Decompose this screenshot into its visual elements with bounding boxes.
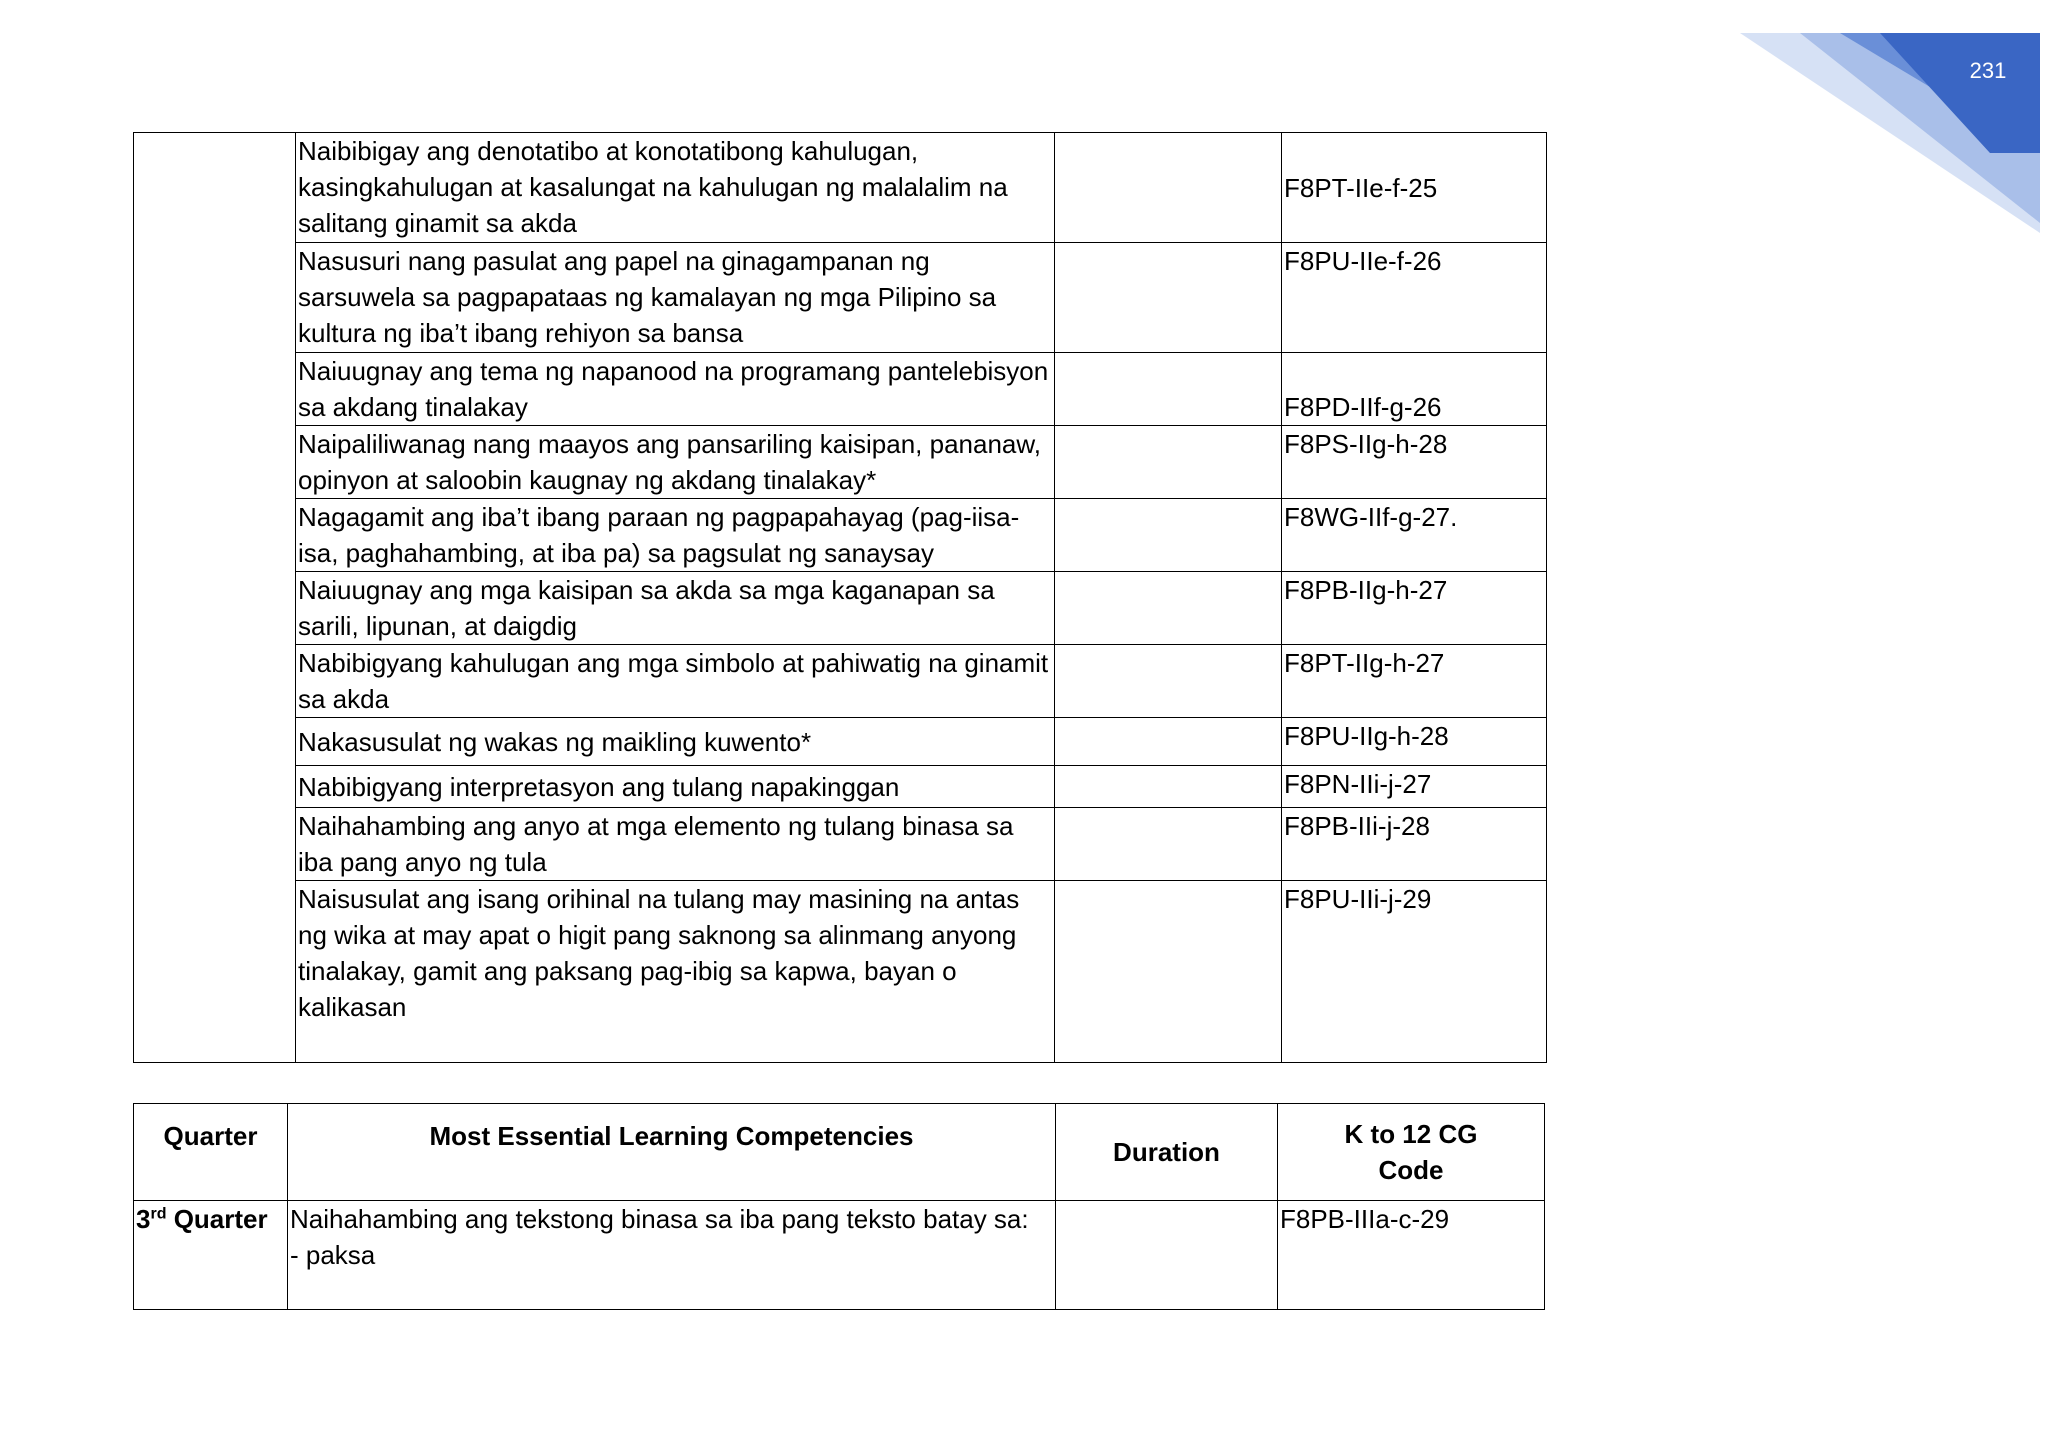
code-cell: F8PB-IIg-h-27 bbox=[1282, 572, 1547, 645]
code-cell: F8PT-IIg-h-27 bbox=[1282, 645, 1547, 718]
duration-cell bbox=[1055, 499, 1282, 572]
duration-cell bbox=[1056, 1201, 1278, 1310]
header-competencies: Most Essential Learning Competencies bbox=[288, 1104, 1056, 1201]
competency-cell: Nagagamit ang iba’t ibang paraan ng pagpapahayag (pag-iisa-isa, paghahambing, at iba pa) sa pagsulat ng sanaysay bbox=[296, 499, 1055, 572]
header-code: K to 12 CG Code bbox=[1278, 1104, 1545, 1201]
competencies-table-continued bbox=[133, 132, 1547, 1063]
duration-cell bbox=[1055, 133, 1282, 243]
competency-cell: Naihahambing ang anyo at mga elemento ng tulang binasa sa iba pang anyo ng tula bbox=[296, 808, 1055, 881]
code-cell: F8PB-IIi-j-28 bbox=[1282, 808, 1547, 881]
duration-cell bbox=[1055, 572, 1282, 645]
quarter-ordinal-suffix: rd bbox=[150, 1205, 167, 1223]
competency-cell: Naibibigay ang denotatibo at konotatibong kahulugan, kasingkahulugan at kasalungat na kahulugan ng malalalim na salitang ginamit sa akda bbox=[296, 133, 1055, 243]
competency-cell: Naiuugnay ang mga kaisipan sa akda sa mga kaganapan sa sarili, lipunan, at daigdig bbox=[296, 572, 1055, 645]
quarter-cell-empty bbox=[134, 133, 296, 1063]
header-quarter: Quarter bbox=[134, 1104, 288, 1201]
header-duration: Duration bbox=[1056, 1104, 1278, 1201]
competency-cell: Naiuugnay ang tema ng napanood na programang pantelebisyon sa akdang tinalakay bbox=[296, 353, 1055, 426]
code-cell: F8PU-IIi-j-29 bbox=[1282, 881, 1547, 1063]
table-row bbox=[134, 881, 1547, 1063]
table-row bbox=[134, 243, 1547, 353]
duration-cell bbox=[1055, 718, 1282, 766]
competency-cell: Naihahambing ang tekstong binasa sa iba pang teksto batay sa: - paksa bbox=[288, 1201, 1056, 1310]
duration-cell bbox=[1055, 766, 1282, 808]
duration-cell bbox=[1055, 881, 1282, 1063]
code-cell: F8PU-IIe-f-26 bbox=[1282, 243, 1547, 353]
table-row bbox=[134, 808, 1547, 881]
table-row bbox=[134, 572, 1547, 645]
table-row bbox=[134, 1201, 1545, 1310]
code-cell: F8PS-IIg-h-28 bbox=[1282, 426, 1547, 499]
quarter-cell bbox=[134, 1201, 288, 1310]
table-row bbox=[134, 353, 1547, 426]
code-cell: F8WG-IIf-g-27. bbox=[1282, 499, 1547, 572]
competencies-table-third-quarter bbox=[133, 1103, 1545, 1310]
code-cell: F8PN-IIi-j-27 bbox=[1282, 766, 1547, 808]
competency-cell: Nakasusulat ng wakas ng maikling kuwento* bbox=[296, 718, 1055, 766]
competency-cell: Nabibigyang kahulugan ang mga simbolo at pahiwatig na ginamit sa akda bbox=[296, 645, 1055, 718]
competency-cell: Nabibigyang interpretasyon ang tulang napakinggan bbox=[296, 766, 1055, 808]
quarter-word: Quarter bbox=[166, 1204, 268, 1234]
duration-cell bbox=[1055, 353, 1282, 426]
table-row bbox=[134, 499, 1547, 572]
table-row bbox=[134, 766, 1547, 808]
table-row bbox=[134, 426, 1547, 499]
code-cell: F8PU-IIg-h-28 bbox=[1282, 718, 1547, 766]
duration-cell bbox=[1055, 426, 1282, 499]
competency-cell: Naipaliliwanag nang maayos ang pansariling kaisipan, pananaw, opinyon at saloobin kaugnay ng akdang tinalakay* bbox=[296, 426, 1055, 499]
duration-cell bbox=[1055, 243, 1282, 353]
table-header-row bbox=[134, 1104, 1545, 1201]
table-row bbox=[134, 133, 1547, 243]
table-row bbox=[134, 645, 1547, 718]
competency-cell: Nasusuri nang pasulat ang papel na ginagampanan ng sarsuwela sa pagpapataas ng kamalayan ng mga Pilipino sa kultura ng iba’t ibang rehiyon sa bansa bbox=[296, 243, 1055, 353]
page-number: 231 bbox=[1969, 58, 2007, 83]
code-cell: F8PB-IIIa-c-29 bbox=[1278, 1201, 1545, 1310]
duration-cell bbox=[1055, 645, 1282, 718]
code-cell: F8PT-IIe-f-25 bbox=[1282, 133, 1547, 243]
competency-cell: Naisusulat ang isang orihinal na tulang may masining na antas ng wika at may apat o higit pang saknong sa alinmang anyong tinalakay, gamit ang paksang pag-ibig sa kapwa, bayan o kalikasan bbox=[296, 881, 1055, 1063]
quarter-number: 3 bbox=[136, 1204, 151, 1234]
table-row bbox=[134, 718, 1547, 766]
code-cell: F8PD-IIf-g-26 bbox=[1282, 353, 1547, 426]
duration-cell bbox=[1055, 808, 1282, 881]
